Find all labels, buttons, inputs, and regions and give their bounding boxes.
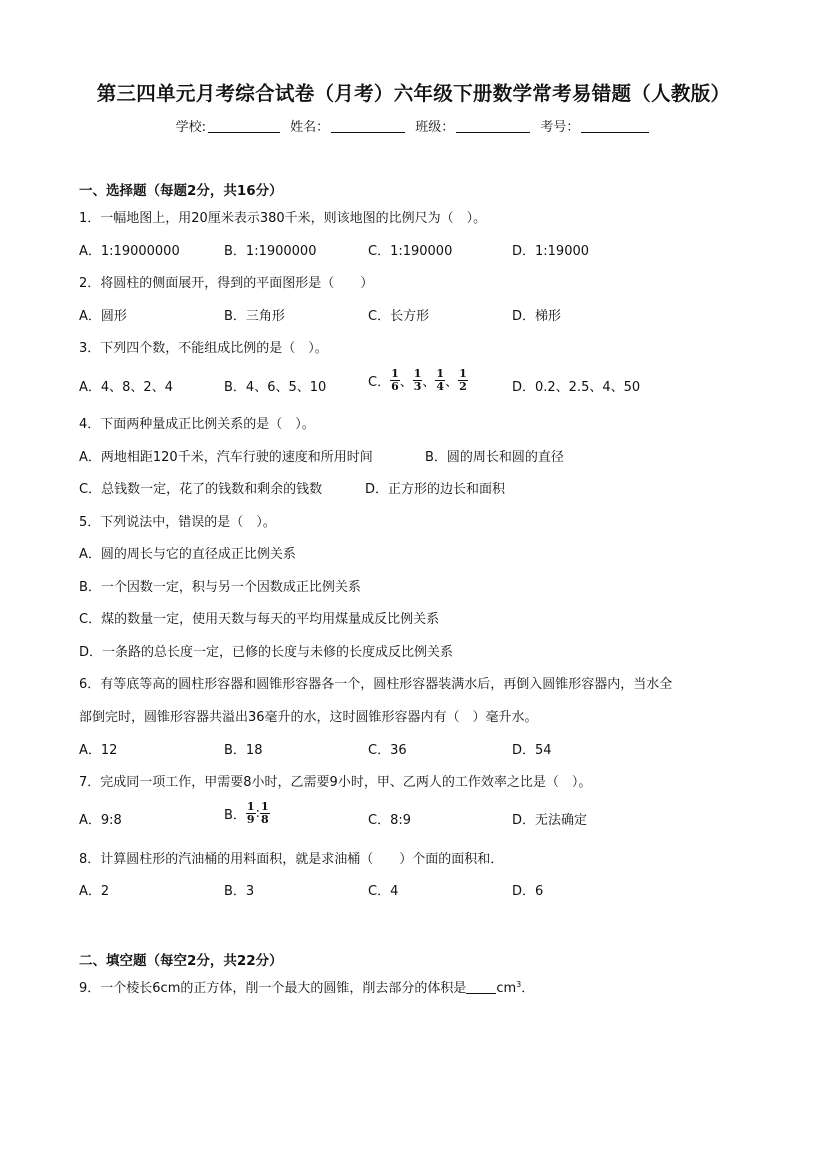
question-3: 3．下列四个数，不能组成比例的是（ ）。 <box>79 341 328 356</box>
question-1-options <box>79 240 759 262</box>
fraction-one-quarter: $\frac{1}{4}$ <box>436 367 445 393</box>
option-d[interactable]: D．一条路的总长度一定，已修的长度与未修的长度成反比例关系 <box>79 645 454 660</box>
option-b-prefix: B． <box>224 808 246 823</box>
option-c[interactable]: C．4 <box>368 884 399 899</box>
fraction-one-third: $\frac{1}{3}$ <box>413 367 422 393</box>
exam-no-label: 考号： <box>540 120 580 135</box>
question-4-options-row2 <box>79 478 759 500</box>
option-c[interactable]: C．8:9 <box>368 813 411 828</box>
option-d[interactable]: D．0.2、2.5、4、50 <box>512 380 641 395</box>
question-6-line-1: 6．有等底等高的圆柱形容器和圆锥形容器各一个，圆柱形容器装满水后，再倒入圆锥形容器内，当水全 <box>79 677 673 692</box>
option-d[interactable]: D．6 <box>512 884 544 899</box>
question-9 <box>79 977 534 996</box>
question-7: 7．完成同一项工作，甲需要8小时，乙需要9小时，甲、乙两人的工作效率之比是（ ）。 <box>79 775 592 790</box>
school-label: 学校: <box>175 120 206 135</box>
ratio-colon: : <box>255 806 260 821</box>
question-9-text: 9．一个棱长6cm的正方体，削一个最大的圆锥，削去部分的体积是 <box>79 981 467 996</box>
question-8-options <box>79 880 759 902</box>
section-fill-heading: 二、填空题（每空2分，共22分） <box>79 953 283 969</box>
option-b[interactable]: B．圆的周长和圆的直径 <box>425 450 564 465</box>
option-b[interactable]: B．三角形 <box>224 309 285 324</box>
question-4: 4．下面两种量成正比例关系的是（ ）。 <box>79 417 315 432</box>
unit-superscript: 3 <box>516 980 522 989</box>
option-b[interactable]: B．18 <box>224 743 263 758</box>
separator: 、 <box>422 375 436 390</box>
question-1: 1．一幅地图上，用20厘米表示380千米，则该地图的比例尺为（ ）。 <box>79 211 487 226</box>
option-a[interactable]: A．1:19000000 <box>79 244 180 259</box>
option-a[interactable]: A．4、8、2、4 <box>79 380 173 395</box>
option-a[interactable]: A．2 <box>79 884 110 899</box>
answer-blank[interactable] <box>466 981 496 994</box>
option-c[interactable]: C．煤的数量一定，使用天数与每天的平均用煤量成反比例关系 <box>79 612 440 627</box>
option-c[interactable]: C．36 <box>368 743 407 758</box>
name-blank[interactable] <box>331 119 405 133</box>
page-title: 第三四单元月考综合试卷（月考）六年级下册数学常考易错题（人教版） <box>96 82 731 105</box>
option-b[interactable]: B．一个因数一定，积与另一个因数成正比例关系 <box>79 580 361 595</box>
question-2: 2．将圆柱的侧面展开，得到的平面图形是（ ） <box>79 276 374 291</box>
class-blank[interactable] <box>456 119 530 133</box>
fraction-one-sixth: $\frac{1}{6}$ <box>391 367 399 393</box>
option-c[interactable]: C．总钱数一定，花了的钱数和剩余的钱数 <box>79 482 323 497</box>
option-c[interactable]: C．长方形 <box>368 309 430 324</box>
option-a[interactable]: A．圆形 <box>79 309 127 324</box>
separator: 、 <box>445 375 459 390</box>
question-6-line-2: 部倒完时，圆锥形容器共溢出36毫升的水，这时圆锥形容器内有（ ）毫升水。 <box>79 710 538 725</box>
class-label: 班级： <box>415 120 455 135</box>
fraction-one-half: $\frac{1}{2}$ <box>459 367 467 393</box>
option-b[interactable]: B．1:1900000 <box>224 244 317 259</box>
option-d[interactable]: D．54 <box>512 743 552 758</box>
student-info-line <box>0 116 827 135</box>
fraction-one-ninth: $\frac{1}{9}$ <box>246 800 255 826</box>
option-b[interactable] <box>224 801 270 826</box>
question-9-end: ． <box>521 981 535 996</box>
unit-label: cm <box>496 981 517 996</box>
section-choice-heading: 一、选择题（每题2分，共16分） <box>79 183 283 199</box>
exam-no-blank[interactable] <box>581 119 649 133</box>
separator: 、 <box>399 375 413 390</box>
option-a[interactable]: A．圆的周长与它的直径成正比例关系 <box>79 547 296 562</box>
question-6-options <box>79 739 759 761</box>
question-3-options <box>79 368 759 400</box>
option-b[interactable]: B．3 <box>224 884 255 899</box>
option-c[interactable]: C．1:190000 <box>368 244 453 259</box>
question-2-options <box>79 305 759 327</box>
question-5: 5．下列说法中，错误的是（ ）。 <box>79 515 276 530</box>
question-4-options-row1 <box>79 446 759 468</box>
option-a[interactable]: A．12 <box>79 743 118 758</box>
option-a[interactable]: A．两地相距120千米，汽车行驶的速度和所用时间 <box>79 450 373 465</box>
option-c-prefix: C． <box>368 375 391 390</box>
option-d[interactable]: D．无法确定 <box>512 813 588 828</box>
question-7-options <box>79 801 759 833</box>
option-d[interactable]: D．梯形 <box>512 309 562 324</box>
option-d[interactable]: D．正方形的边长和面积 <box>365 482 506 497</box>
fraction-one-eighth: $\frac{1}{8}$ <box>260 800 269 826</box>
option-d[interactable]: D．1:19000 <box>512 244 590 259</box>
name-label: 姓名： <box>290 120 330 135</box>
question-8: 8．计算圆柱形的汽油桶的用料面积，就是求油桶（ ）个面的面积和． <box>79 852 504 867</box>
option-b[interactable]: B．4、6、5、10 <box>224 380 327 395</box>
option-a[interactable]: A．9:8 <box>79 813 122 828</box>
school-blank[interactable] <box>208 119 280 133</box>
option-c[interactable] <box>368 368 468 393</box>
